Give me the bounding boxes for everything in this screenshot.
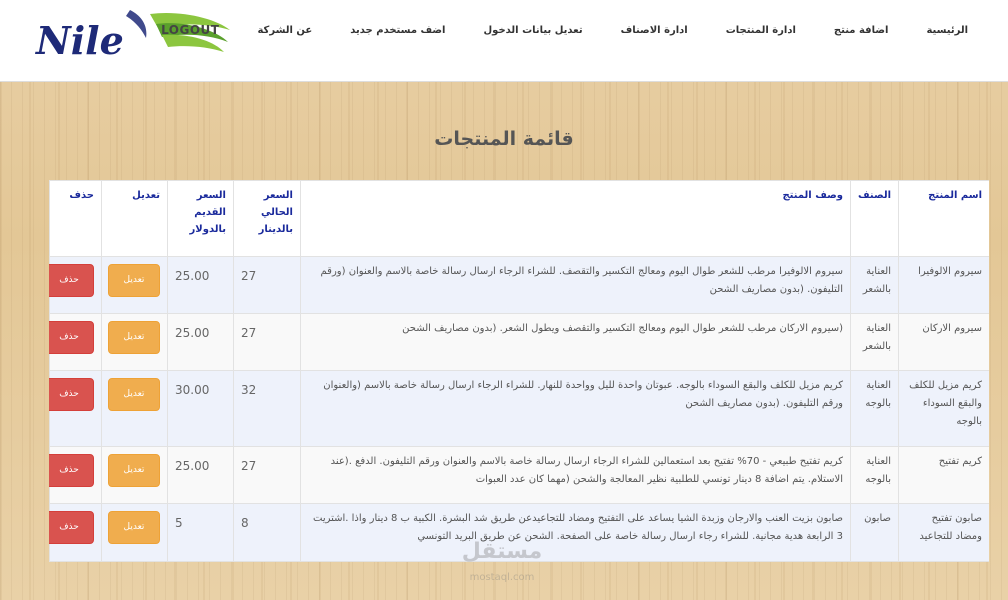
products-table xyxy=(49,180,989,562)
delete-cell xyxy=(50,257,102,314)
product-name: سيروم الاركان xyxy=(899,314,990,371)
product-name: كريم تفتيح xyxy=(899,447,990,504)
price-current: 32 xyxy=(234,371,301,447)
header-product-name: اسم المنتج xyxy=(899,181,990,257)
delete-cell xyxy=(50,504,102,562)
delete-button[interactable]: حذف xyxy=(49,264,94,297)
nav-manage-categories[interactable]: ادارة الاصناف xyxy=(620,24,688,36)
table-row xyxy=(50,504,990,562)
delete-button[interactable]: حذف xyxy=(49,378,94,411)
edit-button[interactable]: تعديل xyxy=(108,264,160,297)
navbar xyxy=(0,0,1008,82)
header-delete: حذف xyxy=(50,181,102,257)
price-current: 27 xyxy=(234,314,301,371)
product-category: صابون xyxy=(851,504,899,562)
price-old: 5 xyxy=(168,504,234,562)
nav-about[interactable]: عن الشركة xyxy=(257,24,313,36)
header-price-old: السعر القديم بالدولار xyxy=(168,181,234,257)
table-row xyxy=(50,314,990,371)
product-category: العناية بالوجه xyxy=(851,447,899,504)
product-description: صابون بزيت العنب والارجان وزبدة الشيا يساعد على التفتيح ومضاد للتجاعيدعن طريق شد البشرة. الكبية ب 8 دينار واذا .اشتريت 3 الرابعة هدية مجانية. للشراء رجاء ارسال رسالة خاصة على الصفحة. الشحن عن طريق البريد التونسي xyxy=(301,504,851,562)
product-description: سيروم الالوفيرا مرطب للشعر طوال اليوم ومعالج التكسير والتقصف. للشراء الرجاء ارسال رسالة خاصة بالاسم والعنوان (ورقم التليفون. (بدون مصاريف الشحن xyxy=(301,257,851,314)
product-description: كريم تفتيح طبيعي - 70% تفتيح بعد استعمالين للشراء الرجاء ارسال رسالة خاصة بالاسم والعنوان ورقم التليفون. الدفع .(عند الاستلام. يتم اضافة 8 دينار تونسي للطلبية نظير المعالجة والشحن (مهما كان عدد العبوات xyxy=(301,447,851,504)
watermark-latin: mostaql.com xyxy=(469,572,535,583)
delete-cell xyxy=(50,371,102,447)
edit-button[interactable]: تعديل xyxy=(108,378,160,411)
delete-button[interactable]: حذف xyxy=(49,321,94,354)
nav-edit-login[interactable]: تعديل بيانات الدخول xyxy=(483,24,583,36)
price-current: 27 xyxy=(234,257,301,314)
price-old: 25.00 xyxy=(168,447,234,504)
product-category: العناية بالشعر xyxy=(851,257,899,314)
header-category: الصنف xyxy=(851,181,899,257)
nav-add-product[interactable]: اضافة منتج xyxy=(833,24,889,36)
header-edit: تعديل xyxy=(102,181,168,257)
table-row xyxy=(50,257,990,314)
watermark-arabic: مستقل xyxy=(461,539,543,564)
nav-add-user[interactable]: اضف مستخدم جديد xyxy=(350,24,446,36)
edit-button[interactable]: تعديل xyxy=(108,511,160,544)
product-name: كريم مزيل للكلف والبقع السوداء بالوجه xyxy=(899,371,990,447)
product-name: صابون تفتيح ومضاد للتجاعيد xyxy=(899,504,990,562)
nav-home[interactable]: الرئيسية xyxy=(926,24,968,36)
product-category: العناية بالوجه xyxy=(851,371,899,447)
edit-cell xyxy=(102,314,168,371)
delete-button[interactable]: حذف xyxy=(49,454,94,487)
table-row xyxy=(50,371,990,447)
products-table-container xyxy=(49,180,989,562)
edit-button[interactable]: تعديل xyxy=(108,454,160,487)
delete-button[interactable]: حذف xyxy=(49,511,94,544)
nav-menu xyxy=(161,21,968,39)
price-old: 30.00 xyxy=(168,371,234,447)
price-old: 25.00 xyxy=(168,257,234,314)
header-price-current: السعر الحالي بالدينار xyxy=(234,181,301,257)
logo-wordmark: Nile xyxy=(36,18,124,62)
edit-button[interactable]: تعديل xyxy=(108,321,160,354)
page-title: قائمة المنتجات xyxy=(434,128,574,150)
price-old: 25.00 xyxy=(168,314,234,371)
header-description: وصف المنتج xyxy=(301,181,851,257)
edit-cell xyxy=(102,371,168,447)
product-description: (سيروم الاركان مرطب للشعر طوال اليوم ومعالج التكسير والتقصف ويطول الشعر. (بدون مصاريف الشحن xyxy=(301,314,851,371)
product-description: كريم مزيل للكلف والبقع السوداء بالوجه. عبوتان واحدة لليل وواحدة للنهار. للشراء الرجاء ارسال رسالة خاصة بالاسم (والعنوان ورقم التليفون. (بدون مصاريف الشحن xyxy=(301,371,851,447)
table-header-row xyxy=(50,181,990,257)
price-current: 8 xyxy=(234,504,301,562)
product-category: العناية بالشعر xyxy=(851,314,899,371)
delete-cell xyxy=(50,314,102,371)
delete-cell xyxy=(50,447,102,504)
edit-cell xyxy=(102,447,168,504)
price-current: 27 xyxy=(234,447,301,504)
edit-cell xyxy=(102,257,168,314)
logout-link[interactable]: LOGOUT xyxy=(161,23,220,37)
edit-cell xyxy=(102,504,168,562)
table-row xyxy=(50,447,990,504)
nav-manage-products[interactable]: ادارة المنتجات xyxy=(725,24,796,36)
product-name: سيروم الالوفيرا xyxy=(899,257,990,314)
